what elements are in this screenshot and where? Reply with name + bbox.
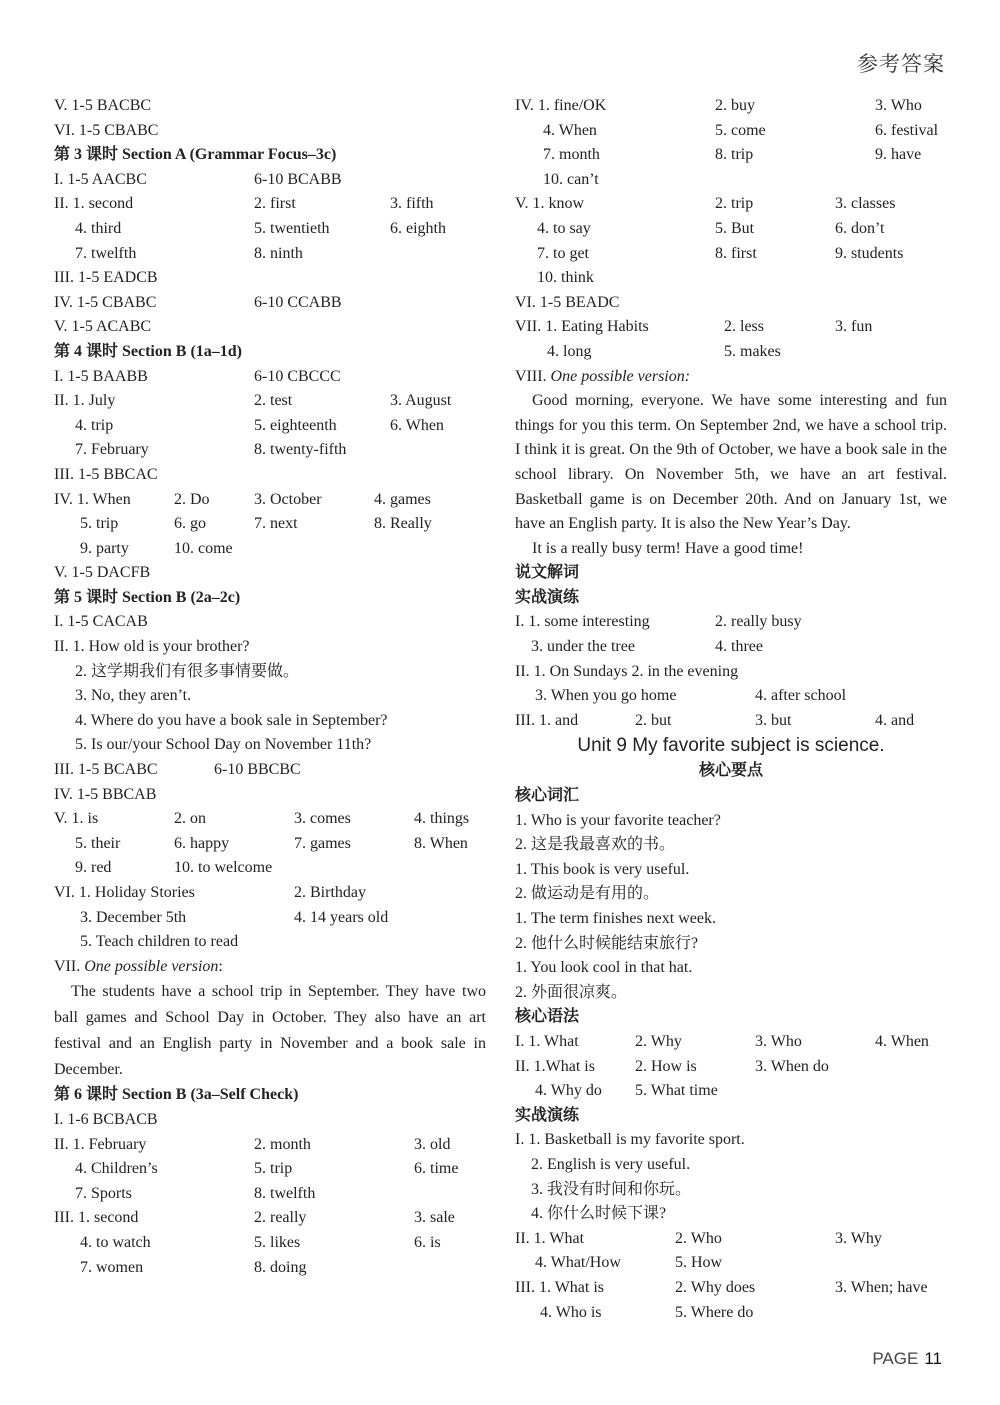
answer-line: VI. 1-5 CBABC [54, 121, 159, 139]
answer-line: 1. This book is very useful. [515, 860, 690, 878]
answer-line: 7. month 8. trip 9. have [543, 146, 922, 164]
answer-line: 1. Who is your favorite teacher? [515, 811, 721, 829]
answer-line: I. 1. Basketball is my favorite sport. [515, 1131, 745, 1149]
lesson-heading: 第 3 课时 Section A (Grammar Focus–3c) [54, 146, 337, 164]
answer-line: 4. Children’s 5. trip 6. time [75, 1160, 459, 1178]
answer-line: II. 1. How old is your brother? [54, 638, 250, 656]
answer-line: I. 1-5 BAABB 6-10 CBCCC [54, 367, 341, 385]
answer-line: 4. Who is 5. Where do [540, 1303, 754, 1321]
page-number: 11 [924, 1349, 942, 1368]
answer-line: 2. 他什么时候能结束旅行? [515, 934, 699, 952]
answer-line: 2. 这学期我们有很多事情要做。 [75, 662, 300, 680]
answer-line: II. 1. What 2. Who 3. Why [515, 1229, 882, 1247]
answer-line: VI. 1-5 BEADC [515, 293, 620, 311]
answer-line: IV. 1-5 CBABC 6-10 CCABB [54, 293, 342, 311]
section-heading: 实战演练 [515, 588, 580, 606]
unit-title: Unit 9 My favorite subject is science. [577, 735, 885, 757]
lesson-heading: 第 4 课时 Section B (1a–1d) [54, 342, 243, 360]
answer-line: II. 1. second 2. first 3. fifth [54, 195, 434, 213]
answer-line: VII. One possible version: [54, 957, 223, 975]
answer-line: III. 1-5 BBCAC [54, 465, 158, 483]
answer-line: 10. can’t [543, 170, 599, 188]
answer-line: 10. think [537, 269, 594, 287]
page-footer [872, 1349, 942, 1369]
section-heading: 核心语法 [515, 1008, 580, 1026]
answer-line: I. 1-6 BCBACB [54, 1110, 158, 1128]
model-essay-paragraph: The students have a school trip in September. They have two ball games and School Day in October. They also have an art festival and an English party in November and a book sale in December. [54, 983, 486, 1079]
answer-line: 4. to watch 5. likes 6. is [80, 1233, 441, 1251]
answer-line: 5. trip 6. go 7. next 8. Really [80, 515, 432, 533]
answer-line: 4. long 5. makes [547, 342, 781, 360]
answer-line: 9. red 10. to welcome [75, 859, 273, 877]
answer-line: V. 1. know 2. trip 3. classes [515, 195, 896, 213]
answer-line: I. 1. some interesting 2. really busy [515, 613, 802, 631]
answer-line: 5. Teach children to read [80, 933, 239, 951]
answer-line: 4. to say 5. But 6. don’t [537, 219, 885, 237]
answer-line: II. 1. On Sundays 2. in the evening [515, 662, 739, 680]
lesson-heading: 第 6 课时 Section B (3a–Self Check) [54, 1086, 299, 1104]
answer-line: I. 1. What 2. Why 3. Who 4. When [515, 1032, 929, 1050]
answer-line: 7. twelfth 8. ninth [75, 244, 303, 262]
answer-line: III. 1. and 2. but 3. but 4. and [515, 711, 915, 729]
answer-line: 4. 你什么时候下课? [531, 1205, 667, 1223]
answer-line: V. 1-5 ACABC [54, 318, 152, 336]
answer-line: 4. Why do 5. What time [535, 1082, 718, 1100]
answer-line: IV. 1. When 2. Do 3. October 4. games [54, 490, 431, 508]
section-heading: 实战演练 [515, 1106, 580, 1124]
answer-line: IV. 1. fine/OK 2. buy 3. Who [515, 97, 922, 114]
model-essay-paragraph: Good morning, everyone. We have some interesting and fun things for you this term. On September 2nd, we have a school trip. I think it is great. On the 9th of October, we have a book sale in the school library. On November 5th, we have an art festival. Basketball game is on December 20th. And on January 1st, we have an English party. It is also the New Year’s Day. [515, 392, 947, 533]
section-heading: 说文解词 [515, 564, 580, 582]
answer-line: V. 1-5 DACFB [54, 564, 151, 582]
page-header-title: 参考答案 [857, 52, 945, 76]
answer-line: 2. English is very useful. [531, 1155, 691, 1173]
answer-line: 4. third 5. twentieth 6. eighth [75, 219, 446, 237]
answer-line: I. 1-5 AACBC 6-10 BCABB [54, 170, 342, 188]
answer-line: I. 1-5 CACAB [54, 613, 148, 631]
answer-line: 4. trip 5. eighteenth 6. When [75, 416, 444, 434]
answer-line: 2. 这是我最喜欢的书。 [515, 836, 676, 854]
answer-line: 7. February 8. twenty-fifth [75, 441, 347, 459]
answer-line: 7. women 8. doing [80, 1258, 307, 1276]
answer-line: III. 1-5 EADCB [54, 269, 158, 287]
answer-line: 7. Sports 8. twelfth [75, 1184, 316, 1202]
answer-line: 1. The term finishes next week. [515, 910, 716, 927]
answer-line: 4. Where do you have a book sale in September? [75, 711, 388, 729]
answer-line: II. 1. July 2. test 3. August [54, 392, 452, 410]
answer-line: 3. No, they aren’t. [75, 687, 192, 705]
answer-line: 2. 做运动是有用的。 [515, 885, 660, 903]
left-column [54, 94, 486, 1280]
answer-line: V. 1. is 2. on 3. comes 4. things [54, 810, 470, 828]
answer-line: 7. to get 8. first 9. students [537, 244, 904, 262]
right-column [515, 94, 947, 1325]
answer-line: VI. 1. Holiday Stories 2. Birthday [54, 884, 366, 901]
answer-line: 5. Is our/your School Day on November 11th? [75, 736, 372, 754]
answer-line: 1. You look cool in that hat. [515, 959, 693, 977]
answer-line: 4. When 5. come 6. festival [543, 121, 939, 139]
answer-line: 4. What/How 5. How [535, 1254, 723, 1272]
answer-line: IV. 1-5 BBCAB [54, 785, 157, 803]
answer-line: 3. December 5th 4. 14 years old [80, 908, 389, 926]
answer-line: III. 1. second 2. really 3. sale [54, 1209, 455, 1227]
answer-line: 2. 外面很凉爽。 [515, 983, 628, 1001]
answer-line: 5. their 6. happy 7. games 8. When [75, 834, 468, 852]
answer-line: 3. under the tree 4. three [531, 638, 763, 656]
answer-line: II. 1.What is 2. How is 3. When do [515, 1057, 829, 1075]
answer-line: III. 1-5 BCABC 6-10 BBCBC [54, 761, 301, 779]
section-heading: 核心要点 [698, 762, 763, 780]
answer-line: II. 1. February 2. month 3. old [54, 1135, 451, 1153]
answer-line: 3. 我没有时间和你玩。 [531, 1180, 692, 1198]
answer-line: VIII. One possible version: [515, 367, 691, 385]
answer-line: 9. party 10. come [80, 539, 233, 557]
answer-line: 3. When you go home 4. after school [535, 687, 847, 705]
answer-line: V. 1-5 BACBC [54, 97, 152, 114]
page-label: PAGE [872, 1349, 919, 1368]
answer-line: VII. 1. Eating Habits 2. less 3. fun [515, 318, 873, 336]
section-heading: 核心词汇 [515, 787, 580, 805]
answer-line: It is a really busy term! Have a good time! [532, 539, 804, 557]
lesson-heading: 第 5 课时 Section B (2a–2c) [54, 588, 241, 606]
answer-line: III. 1. What is 2. Why does 3. When; have [515, 1278, 928, 1296]
